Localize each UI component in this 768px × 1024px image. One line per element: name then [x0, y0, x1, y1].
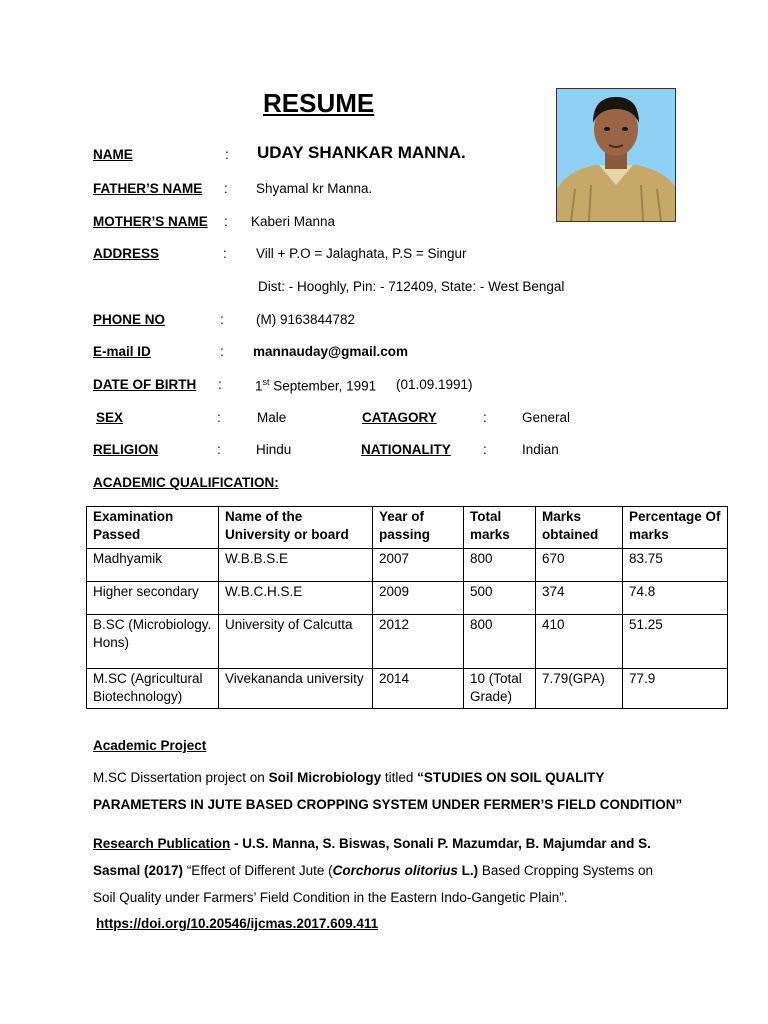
table-cell: 670: [536, 549, 623, 582]
table-cell: Madhyamik: [87, 549, 219, 582]
publication-authors: - U.S. Manna, S. Biswas, Sonali P. Mazumdar, B. Majumdar and S.: [230, 836, 651, 851]
table-header-cell: Name of the University or board: [219, 507, 373, 549]
table-cell: B.SC (Microbiology. Hons): [87, 615, 219, 669]
project-title-end: PARAMETERS IN JUTE BASED CROPPING SYSTEM UNDER FERMER’S FIELD CONDITION”: [93, 797, 683, 812]
dob-ordinal: st: [262, 377, 270, 387]
table-header-cell: Marks obtained: [536, 507, 623, 549]
sex-separator: :: [217, 410, 221, 425]
dob-day: 1: [255, 378, 263, 394]
table-cell: W.B.B.S.E: [219, 549, 373, 582]
table-header-row: [87, 507, 728, 549]
dob-separator: :: [218, 377, 222, 392]
project-subject: Soil Microbiology: [268, 770, 382, 785]
table-row: [87, 669, 728, 709]
profile-photo: [556, 88, 676, 222]
table-cell: 2014: [373, 669, 464, 709]
nationality-label: NATIONALITY: [361, 442, 451, 457]
mother-name-separator: :: [224, 214, 228, 229]
table-row: [87, 582, 728, 615]
table-cell: 410: [536, 615, 623, 669]
sex-label: SEX: [96, 410, 124, 425]
table-cell: 77.9: [623, 669, 728, 709]
publication-title-mid: Based Cropping Systems on: [478, 863, 653, 878]
project-title-start: “STUDIES ON SOIL QUALITY: [417, 770, 605, 785]
publication-authors-year: Sasmal (2017): [93, 863, 184, 878]
address-label: ADDRESS: [93, 246, 160, 261]
email-separator: :: [220, 344, 224, 359]
mother-name-value: Kaberi Manna: [251, 214, 336, 229]
academic-qualification-heading: ACADEMIC QUALIFICATION:: [93, 475, 279, 490]
religion-separator: :: [217, 442, 221, 457]
address-separator: :: [223, 246, 227, 261]
name-separator: :: [225, 147, 229, 162]
dob-numeric: (01.09.1991): [396, 377, 473, 392]
dob-value: [255, 377, 376, 394]
table-cell: 10 (Total Grade): [464, 669, 536, 709]
table-cell: Higher secondary: [87, 582, 219, 615]
table-cell: W.B.C.H.S.E: [219, 582, 373, 615]
resume-title: RESUME: [263, 88, 375, 118]
table-cell: 374: [536, 582, 623, 615]
project-line1: [93, 770, 604, 785]
table-cell: M.SC (Agricultural Biotechnology): [87, 669, 219, 709]
phone-separator: :: [220, 312, 224, 327]
religion-value: Hindu: [256, 442, 292, 457]
sex-value: Male: [257, 410, 287, 425]
table-cell: 2007: [373, 549, 464, 582]
publication-species-author: L.): [457, 863, 479, 878]
category-value: General: [522, 410, 571, 425]
table-row: [87, 615, 728, 669]
publication-species: Corchorus olitorius: [332, 863, 458, 878]
table-cell: 7.79(GPA): [536, 669, 623, 709]
publication-line3: Soil Quality under Farmers’ Field Condition in the Eastern Indo-Gangetic Plain”.: [93, 890, 568, 905]
address-line1: Vill + P.O = Jalaghata, P.S = Singur: [256, 246, 467, 261]
nationality-value: Indian: [522, 442, 559, 457]
table-header-cell: Examination Passed: [87, 507, 219, 549]
religion-label: RELIGION: [93, 442, 159, 457]
project-intro: M.SC Dissertation project on: [93, 770, 269, 785]
academic-project-heading: Academic Project: [93, 738, 207, 753]
table-row: [87, 549, 728, 582]
phone-value: (M) 9163844782: [256, 312, 356, 327]
email-value: mannauday@gmail.com: [253, 344, 408, 359]
father-name-separator: :: [224, 181, 228, 196]
table-header-cell: Year of passing: [373, 507, 464, 549]
table-cell: 800: [464, 615, 536, 669]
category-label: CATAGORY: [362, 410, 437, 425]
table-header-cell: Percentage Of marks: [623, 507, 728, 549]
email-label: E-mail ID: [93, 344, 151, 359]
publication-doi-link[interactable]: https://doi.org/10.20546/ijcmas.2017.609.411: [96, 916, 379, 931]
table-cell: University of Calcutta: [219, 615, 373, 669]
table-cell: 83.75: [623, 549, 728, 582]
table-header-cell: Total marks: [464, 507, 536, 549]
table-cell: 800: [464, 549, 536, 582]
publication-line2: [93, 863, 653, 878]
academic-qualification-table: [86, 506, 728, 709]
dob-month-year: September, 1991: [269, 378, 377, 394]
publication-heading: Research Publication: [93, 836, 231, 851]
person-photo-icon: [557, 89, 675, 221]
table-cell: 2012: [373, 615, 464, 669]
name-value: UDAY SHANKAR MANNA.: [257, 143, 466, 162]
category-separator: :: [483, 410, 487, 425]
table-cell: 51.25: [623, 615, 728, 669]
father-name-label: FATHER’S NAME: [93, 181, 203, 196]
publication-line1: [93, 836, 651, 851]
table-cell: Vivekananda university: [219, 669, 373, 709]
address-line2: Dist: - Hooghly, Pin: - 712409, State: - West Bengal: [258, 279, 565, 294]
mother-name-label: MOTHER’S NAME: [93, 214, 208, 229]
nationality-separator: :: [483, 442, 487, 457]
dob-label: DATE OF BIRTH: [93, 377, 197, 392]
table-cell: 2009: [373, 582, 464, 615]
father-name-value: Shyamal kr Manna.: [256, 181, 373, 196]
table-cell: 74.8: [623, 582, 728, 615]
phone-label: PHONE NO: [93, 312, 166, 327]
publication-title-start: “Effect of Different Jute (: [183, 863, 333, 878]
table-cell: 500: [464, 582, 536, 615]
project-titled: titled: [381, 770, 418, 785]
name-label: NAME: [93, 147, 133, 162]
